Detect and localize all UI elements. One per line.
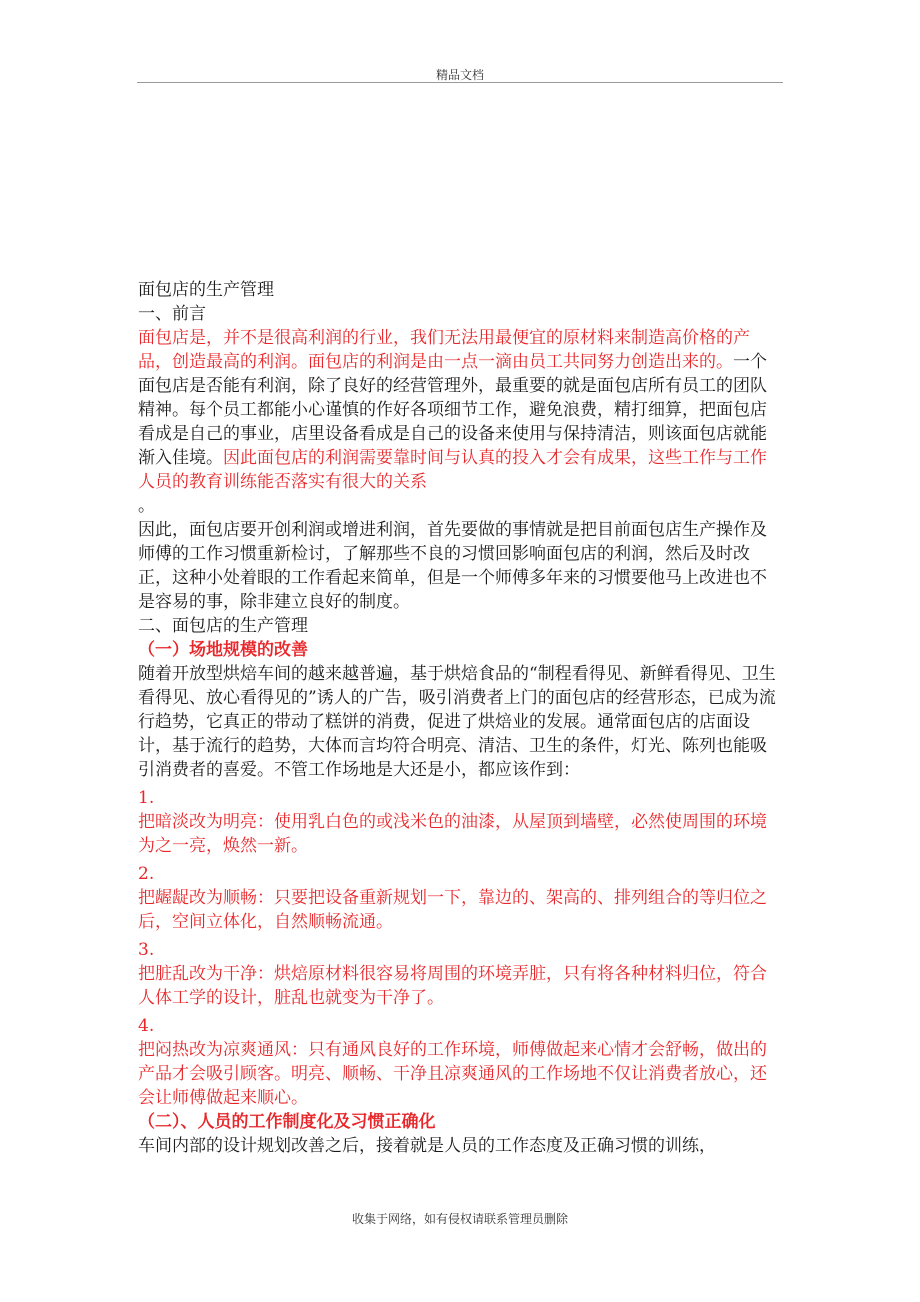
list-item-number: 3.: [138, 940, 155, 960]
doc-title: 面包店的生产管理: [138, 280, 274, 300]
list-item-text: 把闷热改为凉爽通风：只有通风良好的工作环境，师傅做起来心情才会舒畅，做出的产品才会吸引顾客。明亮、顺畅、干净且凉爽通风的工作场地不仅让消费者放心，还会让师傅做起来顺心。: [138, 1040, 767, 1108]
page-footer: 收集于网络，如有侵权请联系管理员删除: [351, 1212, 568, 1226]
section-heading-2: 二、面包店的生产管理: [138, 616, 308, 636]
page-header: 精品文档: [435, 68, 484, 82]
header-divider: [137, 82, 783, 83]
paragraph-2: 因此，面包店要开创利润或增进利润，首先要做的事情就是把目前面包店生产操作及师傅的工作习惯重新检讨，了解那些不良的习惯回影响面包店的利润，然后及时改正，这种小处着眼的工作看起来简单，但是一个师傅多年来的习惯要他马上改进也不是容易的事，除非建立良好的制度。: [138, 520, 767, 612]
list-item-text: 把脏乱改为干净：烘焙原材料很容易将周围的环境弄脏，只有将各种材料归位，符合人体工学的设计，脏乱也就变为干净了。: [138, 964, 767, 1008]
list-item-number: 1.: [138, 788, 155, 808]
document-body: [138, 278, 783, 1158]
list-item-text: 把暗淡改为明亮：使用乳白色的或浅米色的油漆，从屋顶到墙壁，必然使周围的环境为之一亮，焕然一新。: [138, 812, 767, 856]
list-item-number: 2.: [138, 864, 155, 884]
subheading-1: （一）场地规模的改善: [138, 640, 308, 660]
paragraph-4: 车间内部的设计规划改善之后，接着就是人员的工作态度及正确习惯的训练，: [138, 1136, 716, 1156]
paragraph-intro: [138, 326, 783, 494]
list-item-text: 把龌龊改为顺畅：只要把设备重新规划一下，靠边的、架高的、排列组合的等归位之后，空间立体化，自然顺畅流通。: [138, 888, 767, 932]
list-item-number: 4.: [138, 1016, 155, 1036]
subheading-2: （二）、人员的工作制度化及习惯正确化: [138, 1112, 436, 1132]
section-heading-1: 一、前言: [138, 304, 206, 324]
intro-end-mark: 。: [138, 496, 155, 516]
intro-red-text-2: 因此面包店的利润需要靠时间与认真的投入才会有成果，这些工作与工作人员的教育训练能否落实有很大的关系: [138, 448, 767, 492]
intro-red-text: 面包店是，并不是很高利润的行业，我们无法用最便宜的原材料来制造高价格的产品，创造最高的利润。面包店的利润是由一点一滴由员工共同努力创造出来的。: [138, 328, 750, 372]
intro-text: 一个面包店是否能有利润，除了良好的经营管理外，最重要的就是面包店所有员工的团队精神。每个员工都能小心谨慎的作好各项细节工作，避免浪费，精打细算，把面包店看成是自己的事业，店里设备看成是自己的设备来使用与保持清洁，则该面包店就能渐入佳境。: [138, 352, 767, 468]
paragraph-3: 随着开放型烘焙车间的越来越普遍，基于烘焙食品的“制程看得见、新鲜看得见、卫生看得见、放心看得见的”诱人的广告，吸引消费者上门的面包店的经营形态，已成为流行趋势，它真正的带动了糕饼的消费，促进了烘焙业的发展。通常面包店的店面设计，基于流行的趋势，大体而言均符合明亮、清洁、卫生的条件，灯光、陈列也能吸引消费者的喜爱。不管工作场地是大还是小，都应该作到：: [138, 664, 776, 780]
